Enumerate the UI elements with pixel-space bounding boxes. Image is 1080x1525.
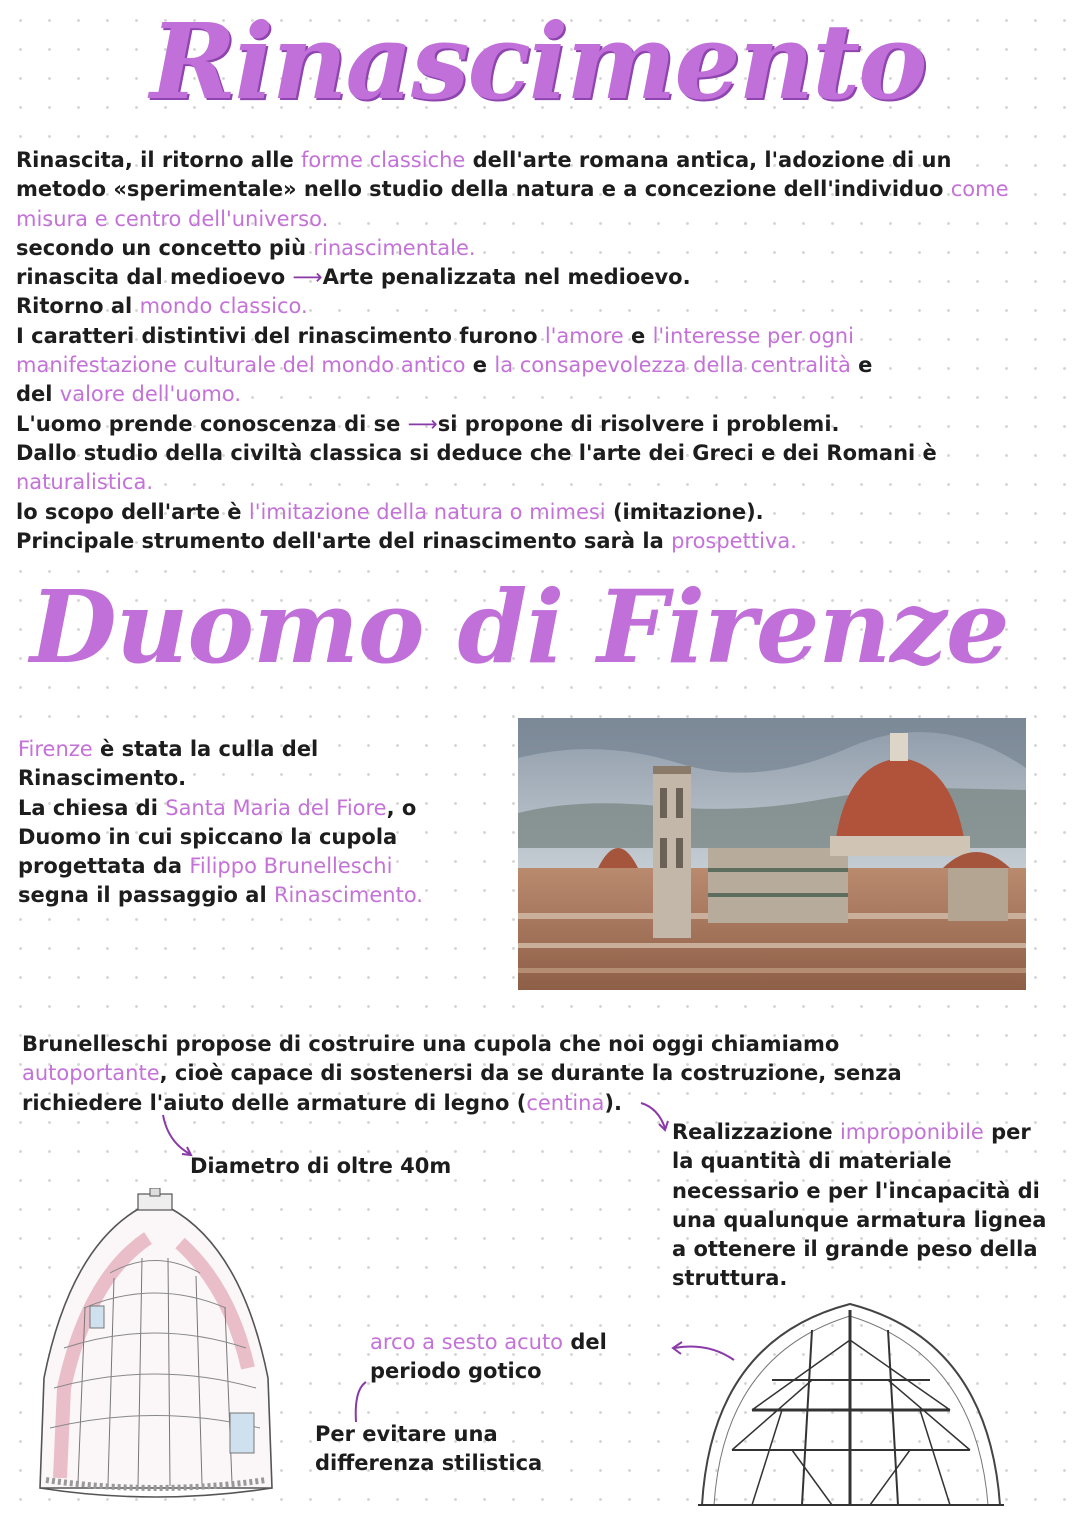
intro-line: [16, 439, 1009, 468]
body-text: ).: [604, 1090, 622, 1115]
body-text: a ottenere il grande peso della: [672, 1237, 1038, 1262]
body-text: per: [983, 1120, 1031, 1144]
reason-line: [672, 1235, 1046, 1264]
body-text: metodo «sperimentale» nello studio della natura e a concezione dell'individuo: [16, 177, 951, 202]
body-text: Per evitare una: [315, 1422, 498, 1446]
highlight-text: naturalistica.: [16, 470, 153, 495]
body-text: la quantità di materiale: [672, 1149, 952, 1174]
reason-line: [672, 1177, 1046, 1206]
intro-line: [16, 410, 1009, 439]
highlight-text: Santa Maria del Fiore: [165, 795, 387, 820]
highlight-text: l'amore: [544, 323, 624, 348]
firenze-text: [18, 735, 423, 911]
body-text: del: [563, 1330, 607, 1354]
evitare-text: [315, 1420, 542, 1479]
body-text: La chiesa di: [18, 795, 166, 820]
centina-drawing: [692, 1300, 1010, 1510]
body-text: I caratteri distintivi del rinascimento furono: [16, 323, 545, 348]
evitare-line: [315, 1420, 542, 1449]
body-text: periodo gotico: [370, 1359, 542, 1384]
reason-line: [672, 1147, 1046, 1176]
body-text: Dallo studio della civiltà classica si deduce che l'arte dei Greci e dei Romani è: [16, 440, 937, 465]
intro-line: [16, 146, 1009, 175]
highlight-text: Firenze: [18, 737, 93, 761]
intro-line: [16, 322, 1009, 351]
body-text: Principale strumento dell'arte del rinascimento sarà la: [16, 528, 672, 553]
body-text: richiedere l'aiuto delle armature di legno (: [22, 1090, 527, 1115]
highlight-text: mondo classico.: [139, 294, 308, 319]
duomo-photo: [518, 718, 1026, 990]
intro-line: [16, 498, 1009, 527]
intro-text: [16, 146, 1009, 556]
evitare-line: [315, 1449, 542, 1478]
highlight-text: centina: [526, 1090, 605, 1115]
body-text: una qualunque armatura lignea: [672, 1207, 1047, 1232]
body-text: Arte penalizzata nel medioevo.: [322, 265, 691, 290]
highlight-text: valore dell'uomo.: [59, 382, 242, 407]
highlight-text: prospettiva.: [671, 528, 797, 553]
highlight-text: l'imitazione della natura o mimesi: [248, 499, 606, 524]
arco-line: [370, 1328, 607, 1357]
dome-cutaway-drawing: [30, 1188, 278, 1506]
body-text: Rinascita, il ritorno alle: [16, 148, 302, 172]
reason-line: [672, 1264, 1046, 1293]
body-text: Duomo in cui spiccano la cupola: [18, 824, 398, 849]
body-text: Ritorno al: [16, 294, 140, 319]
right-arrow-icon: ⟶: [407, 411, 438, 436]
body-text: (imitazione).: [605, 499, 764, 524]
highlight-text: arco a sesto acuto: [370, 1330, 564, 1354]
body-text: , cioè capace di sostenersi da se durante la costruzione, senza: [159, 1061, 902, 1086]
intro-line: [16, 527, 1009, 556]
brunelleschi-line: [22, 1059, 902, 1088]
intro-line: [16, 175, 1009, 204]
firenze-line: [18, 735, 423, 764]
body-text: progettata da: [18, 854, 190, 879]
firenze-line: [18, 794, 423, 823]
highlight-text: Rinascimento.: [273, 883, 423, 908]
body-text: necessario e per l'incapacità di: [672, 1178, 1040, 1203]
body-text: è stata la culla del: [92, 737, 319, 761]
arco-text: [370, 1328, 607, 1387]
firenze-line: [18, 881, 423, 910]
highlight-text: manifestazione culturale del mondo antico: [16, 353, 466, 378]
body-text: segna il passaggio al: [18, 883, 274, 908]
arrow-to-reason: [638, 1100, 672, 1136]
highlight-text: forme classiche: [301, 148, 466, 172]
body-text: e: [465, 353, 495, 378]
body-text: si propone di risolvere i problemi.: [437, 411, 840, 436]
body-text: L'uomo prende conoscenza di se: [16, 411, 408, 436]
body-text: dell'arte romana antica, l'adozione di un: [465, 148, 952, 172]
arco-line: [370, 1357, 607, 1386]
reason-line: [672, 1206, 1046, 1235]
body-text: differenza stilistica: [315, 1451, 543, 1476]
intro-line: [16, 263, 1009, 292]
diametro-note: Diametro di oltre 40m: [190, 1154, 452, 1178]
intro-line: [16, 380, 1009, 409]
body-text: struttura.: [672, 1266, 788, 1291]
body-text: lo scopo dell'arte è: [16, 499, 249, 524]
reason-text: [672, 1118, 1046, 1294]
brunelleschi-line: [22, 1089, 902, 1118]
intro-line: [16, 468, 1009, 497]
brunelleschi-line: [22, 1030, 902, 1059]
title-rinascimento: Rinascimento: [150, 0, 926, 123]
body-text: del: [16, 382, 60, 407]
body-text: e: [623, 323, 653, 348]
highlight-text: come: [950, 177, 1009, 202]
body-text: secondo un concetto più: [16, 235, 314, 260]
firenze-line: [18, 852, 423, 881]
intro-line: [16, 292, 1009, 321]
brunelleschi-text: [22, 1030, 902, 1118]
body-text: Rinascimento.: [18, 766, 187, 791]
firenze-line: [18, 823, 423, 852]
body-text: , o: [386, 795, 417, 820]
body-text: e: [850, 353, 873, 378]
reason-line: [672, 1118, 1046, 1147]
bracket-to-evitare: [350, 1380, 370, 1424]
right-arrow-icon: ⟶: [292, 265, 323, 290]
intro-line: [16, 205, 1009, 234]
intro-line: [16, 234, 1009, 263]
intro-line: [16, 351, 1009, 380]
title-duomo: Duomo di Firenze: [30, 568, 1009, 686]
firenze-line: [18, 764, 423, 793]
highlight-text: rinascimentale.: [313, 235, 476, 260]
highlight-text: la consapevolezza della centralità: [494, 353, 851, 378]
body-text: Brunelleschi propose di costruire una cupola che noi oggi chiamiamo: [22, 1032, 840, 1056]
highlight-text: autoportante: [22, 1061, 160, 1086]
body-text: Realizzazione: [672, 1120, 840, 1144]
highlight-text: Filippo Brunelleschi: [189, 854, 393, 879]
highlight-text: misura e centro dell'universo.: [16, 206, 329, 231]
highlight-text: l'interesse per ogni: [652, 323, 854, 348]
body-text: rinascita dal medioevo: [16, 265, 293, 290]
highlight-text: improponibile: [839, 1120, 984, 1144]
